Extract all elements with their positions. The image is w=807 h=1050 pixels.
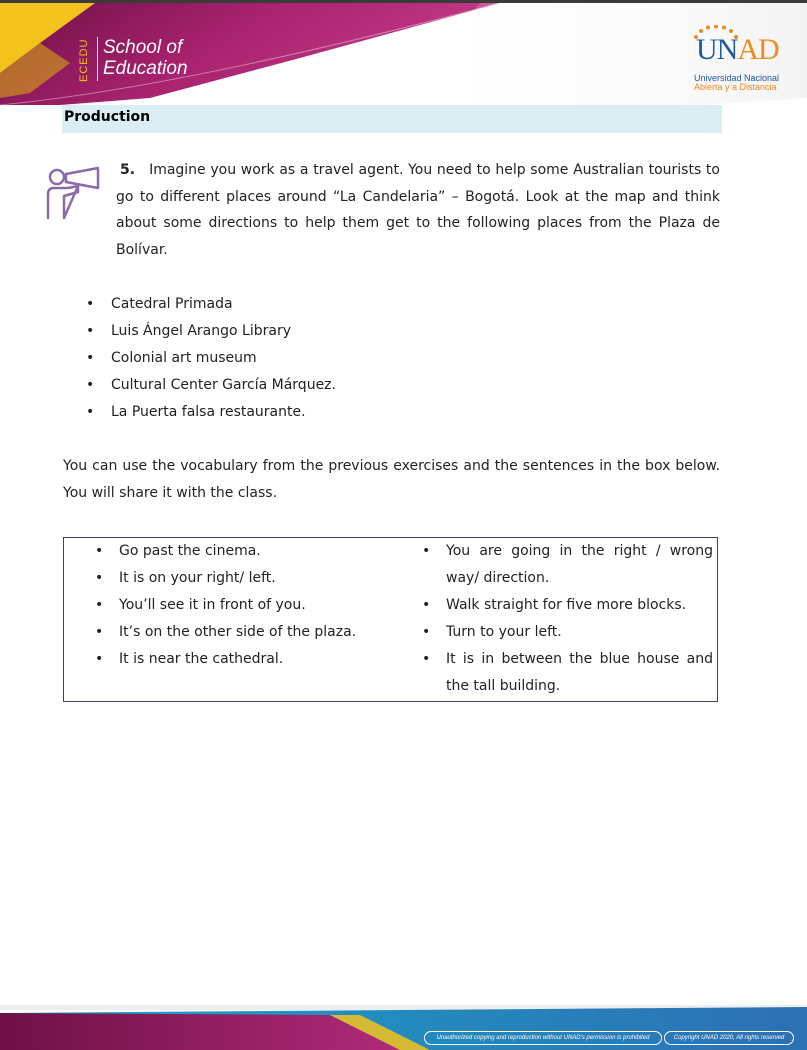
school-of-education-title	[103, 37, 188, 79]
footer-notice: Unauthorized copying and reproduction without UNAD's permission is prohibited	[424, 1031, 662, 1045]
list-item: • Walk straight for five more blocks.	[421, 592, 713, 619]
footer-copyright: Copyright UNAD 2020, All rights reserved	[664, 1031, 794, 1045]
list-item: • Catedral Primada	[84, 291, 336, 318]
unad-wordmark: UNAD	[696, 33, 779, 66]
list-item: • Go past the cinema.	[94, 538, 394, 565]
sentences-left-column	[94, 538, 394, 673]
school-line-2: Education	[103, 58, 188, 79]
list-item: • It is on your right/ left.	[94, 565, 394, 592]
school-line-1: School of	[103, 37, 183, 58]
vocabulary-note: You can use the vocabulary from the previous exercises and the sentences in the box below. You will share it with the class.	[63, 458, 720, 501]
list-item: • It’s on the other side of the plaza.	[94, 619, 394, 646]
section-title: Production	[64, 109, 151, 125]
places-list	[84, 291, 336, 426]
section-header-bar	[62, 105, 722, 133]
list-item: • Luis Ángel Arango Library	[84, 318, 336, 345]
logo-subtitle-2: Abierta y a Distancia	[694, 82, 777, 92]
exercise-instruction	[116, 157, 720, 264]
list-item: • Cultural Center García Márquez.	[84, 372, 336, 399]
list-item: • You’ll see it in front of you.	[94, 592, 394, 619]
unad-logo	[690, 25, 790, 95]
list-item: • You are going in the right / wrong way/ direction.	[421, 538, 713, 592]
teacher-presenting-icon	[44, 166, 102, 222]
ecedu-label: ECEDU	[78, 38, 90, 82]
sentences-right-column	[421, 538, 713, 700]
exercise-number: 5.	[120, 162, 136, 178]
list-item: • It is near the cathedral.	[94, 646, 394, 673]
exercise-text: Imagine you work as a travel agent. You need to help some Australian tourists to go to different places around “La Candelaria” – Bogotá. Look at the map and think about some directions to help them get to the following places from the Plaza de Bolívar.	[116, 162, 720, 259]
header-divider	[97, 37, 98, 81]
list-item: • Colonial art museum	[84, 345, 336, 372]
list-item: • Turn to your left.	[421, 619, 713, 646]
logo-subtitle-1: Universidad Nacional	[694, 73, 780, 83]
page-header	[0, 3, 807, 105]
list-item: • It is in between the blue house and the tall building.	[421, 646, 713, 700]
list-item: • La Puerta falsa restaurante.	[84, 399, 336, 426]
sentences-box	[63, 537, 718, 702]
